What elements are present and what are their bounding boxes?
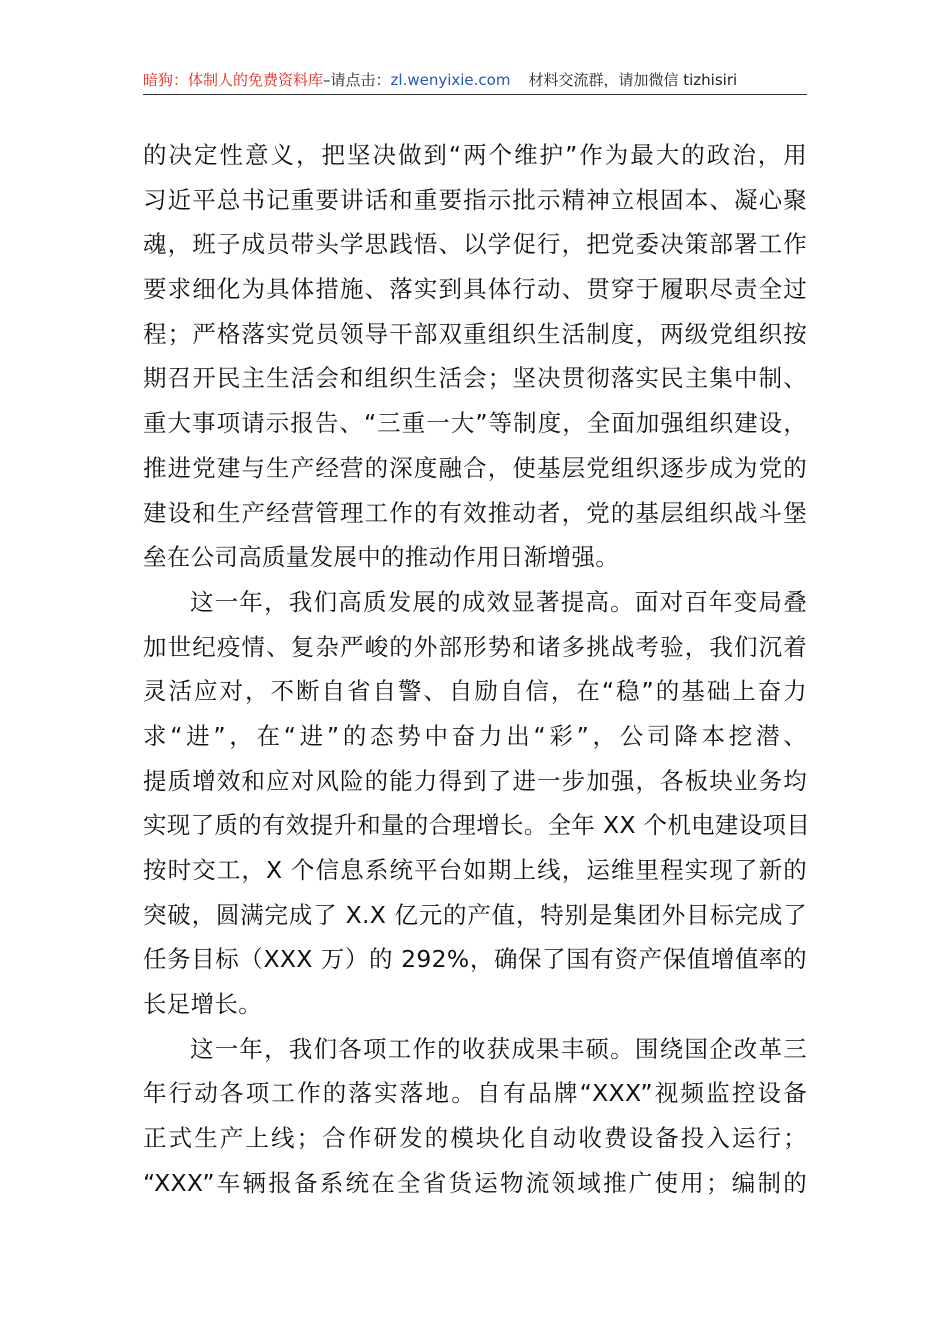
text-line: 实现了质的有效提升和量的合理增长。全年 XX 个机电建设项目 — [143, 811, 811, 840]
page-header — [143, 66, 807, 95]
text-line: 长足增长。 — [143, 990, 262, 1019]
text-line: 正式生产上线；合作研发的模块化自动收费设备投入运行； — [143, 1124, 807, 1153]
text-line: 突破，圆满完成了 X.X 亿元的产值，特别是集团外目标完成了 — [143, 900, 807, 929]
text-line: 年行动各项工作的落实落地。自有品牌“XXX”视频监控设备 — [143, 1079, 807, 1108]
paragraph — [143, 580, 811, 1027]
text-line: 灵活应对，不断自省自警、自励自信，在“稳”的基础上奋力 — [143, 677, 807, 706]
text-line: 这一年，我们高质发展的成效显著提高。面对百年变局叠 — [190, 587, 807, 616]
text-line: 推进党建与生产经营的深度融合，使基层党组织逐步成为党的 — [143, 453, 807, 482]
text-line: 的决定性意义，把坚决做到“两个维护”作为最大的政治，用 — [143, 141, 807, 169]
text-line: 魂，班子成员带头学思践悟、以学促行，把党委决策部署工作 — [143, 230, 807, 259]
document-body — [143, 133, 811, 1206]
text-line: 期召开民主生活会和组织生活会；坚决贯彻落实民主集中制、 — [143, 364, 807, 393]
text-line: 重大事项请示报告、“三重一大”等制度，全面加强组织建设， — [143, 409, 807, 438]
site-url-link[interactable]: zl.wenyixie.com — [390, 71, 511, 89]
text-line: 按时交工，X 个信息系统平台如期上线，运维里程实现了新的 — [143, 856, 807, 884]
text-line: 要求细化为具体措施、落实到具体行动、贯穿于履职尽责全过 — [143, 275, 807, 304]
text-line: 任务目标（XXX 万）的 292%，确保了国有资产保值增值率的 — [143, 945, 807, 974]
text-line: 建设和生产经营管理工作的有效推动者，党的基层组织战斗堡 — [143, 498, 807, 527]
text-line: 垒在公司高质量发展中的推动作用日渐增强。 — [143, 543, 619, 572]
text-line: 这一年，我们各项工作的收获成果丰硕。围绕国企改革三 — [190, 1034, 807, 1063]
click-label: –请点击： — [323, 71, 391, 89]
paragraph — [143, 133, 807, 580]
text-line: 求“进”，在“进”的态势中奋力出“彩”，公司降本挖潜、 — [143, 721, 807, 750]
wechat-contact-text: 材料交流群，请加微信 tizhisiri — [528, 71, 738, 89]
site-label: 暗狗：体制人的免费资料库 — [143, 71, 324, 89]
paragraph — [143, 1027, 807, 1206]
text-line: 提质增效和应对风险的能力得到了进一步加强，各板块业务均 — [143, 766, 807, 795]
text-line: 习近平总书记重要讲话和重要指示批示精神立根固本、凝心聚 — [143, 185, 807, 214]
text-line: 程；严格落实党员领导干部双重组织生活制度，两级党组织按 — [143, 319, 807, 348]
text-line: 加世纪疫情、复杂严峻的外部形势和诸多挑战考验，我们沉着 — [143, 632, 807, 661]
text-line: “XXX”车辆报备系统在全省货运物流领域推广使用；编制的 — [143, 1168, 807, 1197]
